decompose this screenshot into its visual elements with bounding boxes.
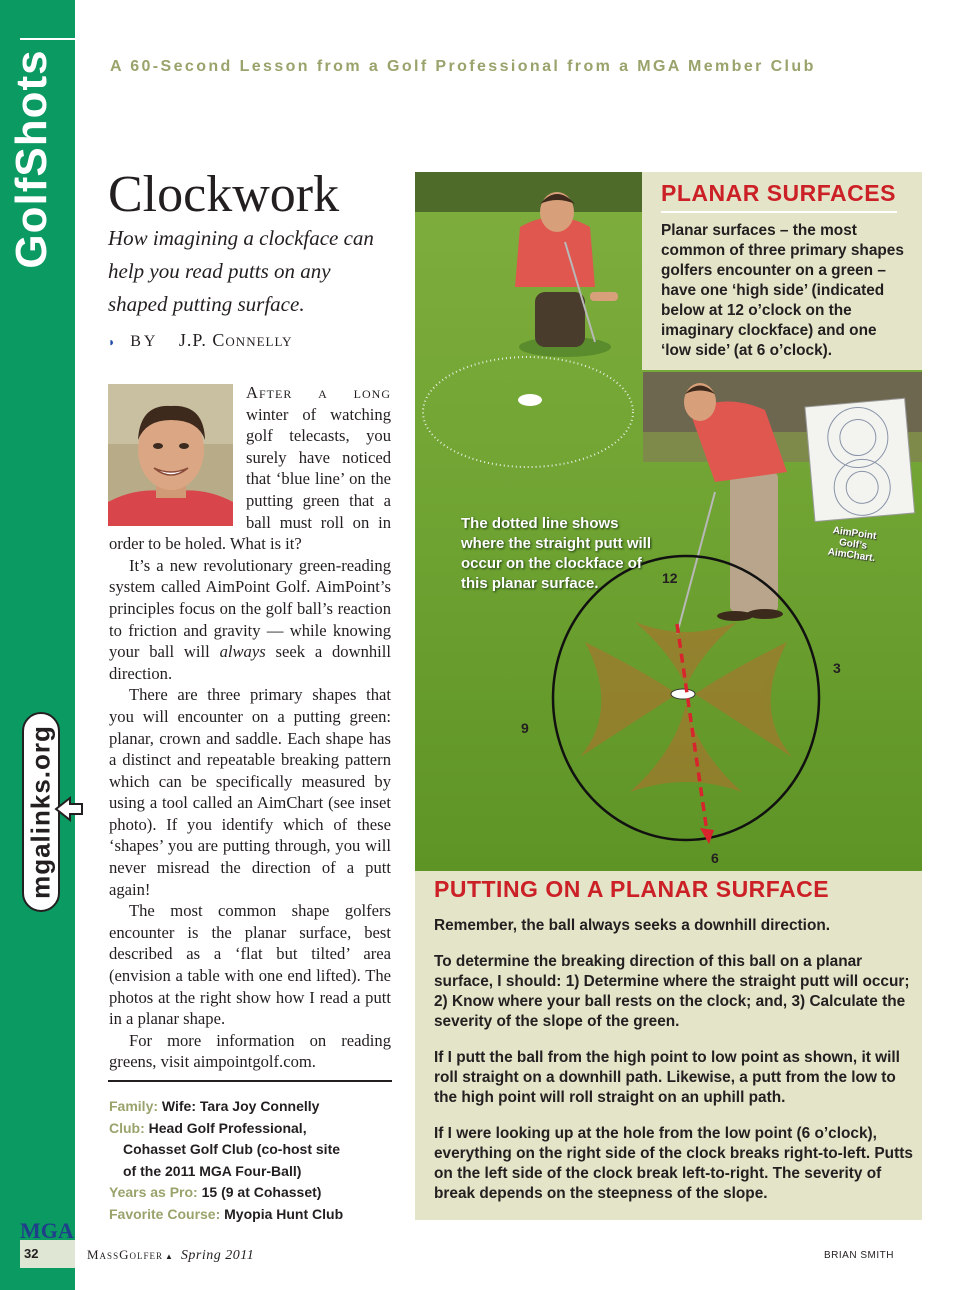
lead-in: After a long bbox=[246, 383, 391, 402]
section-brand-text: GolfShots bbox=[7, 49, 56, 269]
byline-bullet-icon: ◗ bbox=[108, 335, 119, 349]
paragraph-2 bbox=[109, 555, 391, 685]
planar-surfaces-box bbox=[642, 172, 922, 370]
mga-logo: MGA bbox=[20, 1218, 74, 1243]
publication-footer bbox=[87, 1247, 254, 1264]
paragraph-2-text: It’s a new revolutionary green-reading system called AimPoint Golf. AimPoint’s principles focus on the golf ball’s reaction to friction and gravity — while knowing your ball will bbox=[109, 555, 391, 662]
article-body bbox=[109, 382, 391, 1073]
planar-surfaces-title: PLANAR SURFACES bbox=[661, 180, 897, 213]
spine-bar bbox=[0, 0, 75, 1290]
bio-years-label: Years as Pro: bbox=[109, 1184, 198, 1200]
arrow-pointer-icon bbox=[54, 796, 84, 822]
putting-paragraph-4: If I were looking up at the hole from the low point (6 o’clock), everything on the right side of the clock breaks right-to-left. Putts on the left side of the clock break left-to-right. The severity of break depends on the steepness of the slope. bbox=[434, 1125, 913, 1202]
bio-club-label: Club: bbox=[109, 1119, 145, 1136]
bio-divider bbox=[108, 1080, 392, 1082]
clock-label-3: 3 bbox=[833, 660, 841, 676]
bio-family: Wife: Tara Joy Connelly bbox=[161, 1098, 320, 1114]
photo-credit: BRIAN SMITH bbox=[824, 1250, 894, 1261]
putting-section-text bbox=[434, 916, 918, 1220]
triangle-icon: ▲ bbox=[164, 1252, 175, 1261]
publication-name: MassGolfer bbox=[87, 1247, 163, 1262]
website-url-text[interactable]: mgalinks.org bbox=[25, 725, 56, 899]
clock-label-9: 9 bbox=[521, 720, 529, 736]
paragraph-4: The most common shape golfers encounter is the planar surface, best described as a ‘flat but tilted’ area (envision a table with one end lifted). The photos at the right show how I read a putt in a planar shape. bbox=[109, 901, 391, 1029]
bio-course: Myopia Hunt Club bbox=[224, 1205, 344, 1222]
paragraph-5: For more information on reading greens, visit aimpointgolf.com. bbox=[109, 1030, 391, 1072]
bio-course-label: Favorite Course: bbox=[109, 1205, 221, 1222]
paragraph-2-emphasis: always bbox=[219, 642, 266, 662]
page-number: 32 bbox=[24, 1246, 39, 1261]
putting-paragraph-2: To determine the breaking direction of this ball on a planar surface, I should: 1) Determine where the straight putt will occur; 2) Know where your ball rests on the clock; and, 3) Calculate the severity of the slope of the green. bbox=[434, 953, 910, 1030]
clock-label-12: 12 bbox=[662, 570, 678, 586]
paragraph-1-text: winter of watching golf telecasts, you surely have noticed that ‘blue line’ on the putting green that a ball must roll on in order to be holed. What is it? bbox=[109, 404, 391, 554]
bio-club-1: Head Golf Professional, bbox=[148, 1119, 307, 1136]
publication-season: Spring 2011 bbox=[180, 1248, 255, 1263]
aimchart-caption: AimPoint Golf’s AimChart. bbox=[827, 525, 878, 565]
paragraph-3: There are three primary shapes that you will encounter on a putting green: planar, crown and saddle. Each shape has a distinct and repeatable breaking pattern which can be specifically measured by using a tool called an AimChart (see inset photo). If you identify which of these ‘shapes’ you are putting through, you will never misread the direction of a putt again! bbox=[109, 685, 391, 899]
byline-prefix: BY bbox=[130, 333, 158, 350]
bio-years: 15 (9 at Cohasset) bbox=[201, 1184, 322, 1200]
bio-club-2: Cohasset Golf Club (co-host site bbox=[123, 1141, 341, 1157]
article-deck: How imagining a clockface can help you read putts on any shaped putting surface. bbox=[108, 226, 374, 316]
putting-section-title: PUTTING ON A PLANAR SURFACE bbox=[434, 876, 830, 902]
bio-club-3: of the 2011 MGA Four-Ball) bbox=[123, 1162, 302, 1179]
putting-paragraph-1: Remember, the ball always seeks a downhill direction. bbox=[434, 917, 831, 934]
byline bbox=[108, 330, 293, 351]
clock-label-6: 6 bbox=[711, 850, 719, 866]
bio-family-label: Family: bbox=[109, 1098, 159, 1114]
section-brand bbox=[8, 34, 56, 284]
author-bio bbox=[109, 1096, 409, 1225]
planar-surfaces-text: Planar surfaces – the most common of three primary shapes golfers encounter on a green – have one ‘high side’ (indicated below at 12 o’clock on the imaginary clockface) and one ‘low side’ (at 6 o’clock). bbox=[661, 222, 904, 359]
byline-author: J.P. Connelly bbox=[178, 330, 293, 350]
kicker-headline: A 60-Second Lesson from a Golf Professional from a MGA Member Club bbox=[110, 58, 816, 75]
photo-caption: The dotted line shows where the straight putt will occur on the clockface of this planar surface. bbox=[461, 515, 652, 592]
article-title: Clockwork bbox=[108, 166, 340, 223]
putting-paragraph-3: If I putt the ball from the high point to low point as shown, it will roll straight on a downhill path. Likewise, a putt from the low to the high point will roll straight on an uphill path. bbox=[434, 1049, 900, 1106]
paragraph-2-end: seek a downhill direction. bbox=[109, 642, 391, 683]
